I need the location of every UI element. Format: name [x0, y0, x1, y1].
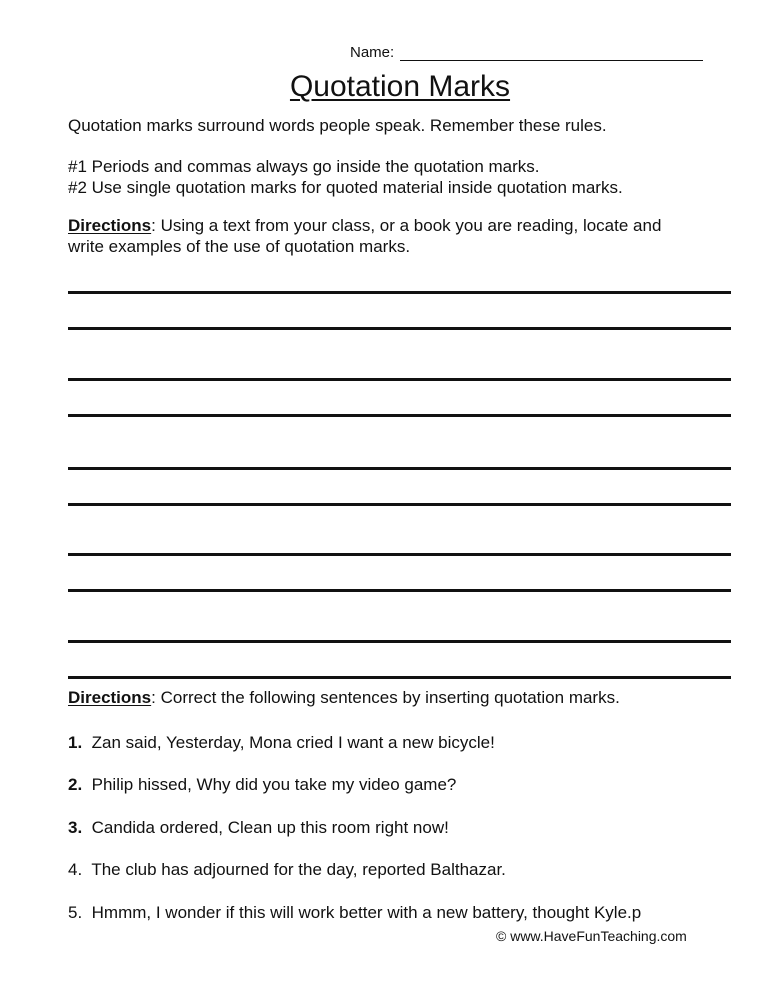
writing-line[interactable]	[68, 378, 731, 381]
rule-2: #2 Use single quotation marks for quoted material inside quotation marks.	[68, 178, 623, 197]
name-label: Name:	[350, 44, 395, 61]
writing-line[interactable]	[68, 589, 731, 592]
directions-label: Directions	[68, 216, 152, 235]
sentence-item	[68, 775, 456, 795]
sentence-number: 2.	[68, 775, 83, 794]
writing-line[interactable]	[68, 291, 731, 294]
directions-1	[68, 216, 661, 236]
sentence-number: 5.	[68, 903, 83, 922]
intro-text: Quotation marks surround words people speak. Remember these rules.	[68, 116, 607, 135]
name-input-line[interactable]	[400, 44, 703, 61]
writing-line[interactable]	[68, 640, 731, 643]
directions-1-text: : Using a text from your class, or a book you are reading, locate and	[151, 216, 662, 235]
directions-2-text: : Correct the following sentences by inserting quotation marks.	[151, 688, 620, 707]
directions-2	[68, 688, 620, 708]
sentence-text: Hmmm, I wonder if this will work better with a new battery, thought Kyle.p	[91, 903, 642, 922]
sentence-text: The club has adjourned for the day, reported Balthazar.	[91, 860, 506, 879]
writing-line[interactable]	[68, 676, 731, 679]
sentence-number: 4.	[68, 860, 83, 879]
writing-line[interactable]	[68, 553, 731, 556]
sentence-text: Candida ordered, Clean up this room right now!	[91, 818, 449, 837]
rule-1: #1 Periods and commas always go inside the quotation marks.	[68, 157, 540, 176]
writing-line[interactable]	[68, 503, 731, 506]
name-field[interactable]	[350, 44, 703, 61]
writing-line[interactable]	[68, 467, 731, 470]
sentence-item	[68, 903, 641, 923]
sentence-text: Zan said, Yesterday, Mona cried I want a new bicycle!	[91, 733, 495, 752]
sentence-item	[68, 860, 506, 880]
sentence-number: 1.	[68, 733, 83, 752]
directions-1-continued: write examples of the use of quotation marks.	[68, 237, 411, 256]
sentence-item	[68, 818, 449, 838]
directions-label: Directions	[68, 688, 152, 707]
sentence-number: 3.	[68, 818, 83, 837]
sentence-text: Philip hissed, Why did you take my video game?	[91, 775, 457, 794]
writing-line[interactable]	[68, 327, 731, 330]
copyright-footer: © www.HaveFunTeaching.com	[496, 928, 687, 944]
sentence-item	[68, 733, 495, 753]
writing-line[interactable]	[68, 414, 731, 417]
page-title: Quotation Marks	[289, 70, 511, 103]
